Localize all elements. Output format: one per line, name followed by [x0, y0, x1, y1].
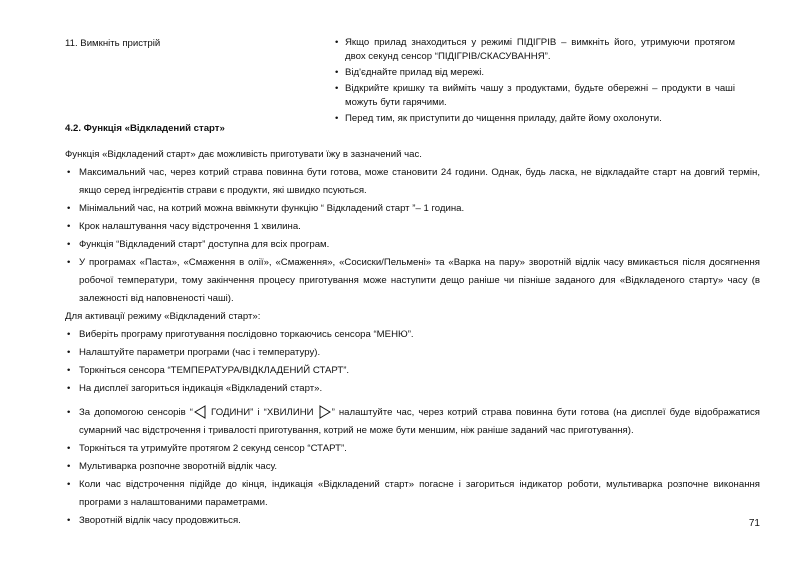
list-item: • У програмах «Паста», «Смаження в олії», «Смаження», «Сосиски/Пельмені» та «Варка на пару» зворотній відлік часу вмикається після досягнення робочої температури, тому закінчення процесу приготування може наступити дещо раніше чи пізніше заданого для «Відкладеного старту» часу (в залежності від наповненості чаші).	[67, 257, 760, 304]
list-item: • Від'єднайте прилад від мережі.	[335, 67, 485, 78]
list-item: • Торкніться та утримуйте протягом 2 секунд сенсор “СТАРТ”.	[67, 443, 347, 454]
triangle-left-icon	[194, 405, 206, 419]
list-item: • Відкрийте кришку та вийміть чашу з продуктами, будьте обережні – продукти в чаші можуть бути гарячими.	[335, 83, 735, 108]
section-heading: 4.2. Функція «Відкладений старт»	[65, 123, 225, 134]
conditions-list	[65, 164, 760, 308]
list-item: • За допомогою сенсорів “ ГОДИНИ” і “ХВИЛИНИ ” налаштуйте час, через котрий страва повинна бути готова (на дисплеї буде відображатися сумарний час відстрочення і тривалості приготування, котрий не може бути меншим, ніж раніше заданий час приготування).	[67, 407, 760, 436]
intro-paragraph: Функція «Відкладений старт» дає можливість приготувати їжу в зазначений час.	[65, 149, 422, 160]
activation-paragraph: Для активації режиму «Відкладений старт»:	[65, 311, 261, 322]
list-item: • На дисплеї загориться індикація «Відкладений старт».	[67, 383, 323, 394]
activation-steps-list	[65, 326, 760, 530]
list-item: • Торкніться сенсора “ТЕМПЕРАТУРА/ВІДКЛАДЕНИЙ СТАРТ”.	[67, 365, 350, 376]
page-number: 71	[748, 518, 760, 529]
list-item: • Мінімальний час, на котрий можна ввімкнути функцію “ Відкладений старт ”– 1 година.	[67, 203, 465, 214]
list-item: • Налаштуйте параметри програми (час і температуру).	[67, 347, 321, 358]
list-item: • Коли час відстрочення підійде до кінця, індикація «Відкладений старт» погасне і загориться індикатор роботи, мультиварка розпочне виконання програми з налаштованими параметрами.	[67, 479, 760, 508]
top-section	[65, 36, 735, 124]
step-11-list	[335, 36, 735, 128]
triangle-right-icon	[319, 405, 331, 419]
step-11-label: 11. Вимкніть пристрій	[65, 38, 161, 49]
list-item: • Зворотній відлік часу продовжиться.	[67, 515, 241, 526]
delayed-start-section	[65, 121, 760, 530]
list-item: • Функція “Відкладений старт” доступна для всіх програм.	[67, 239, 330, 250]
list-item: • Перед тим, як приступити до чищення приладу, дайте йому охолонути.	[335, 113, 662, 124]
list-item: • Крок налаштування часу відстрочення 1 хвилина.	[67, 221, 301, 232]
list-item: • Мультиварка розпочне зворотній відлік часу.	[67, 461, 278, 472]
list-item: • Максимальний час, через котрий страва повинна бути готова, може становити 24 години. Однак, будь ласка, не відкладайте старт на довгий термін, якщо серед інгредієнтів страви є продукти, які швидко псуються.	[67, 167, 760, 196]
list-item: • Якщо прилад знаходиться у режимі ПІДІГРІВ – вимкніть його, утримуючи протягом двох секунд сенсор “ПІДІГРІВ/СКАСУВАННЯ”.	[335, 37, 735, 62]
list-item: • Виберіть програму приготування послідовно торкаючись сенсора “МЕНЮ”.	[67, 329, 414, 340]
